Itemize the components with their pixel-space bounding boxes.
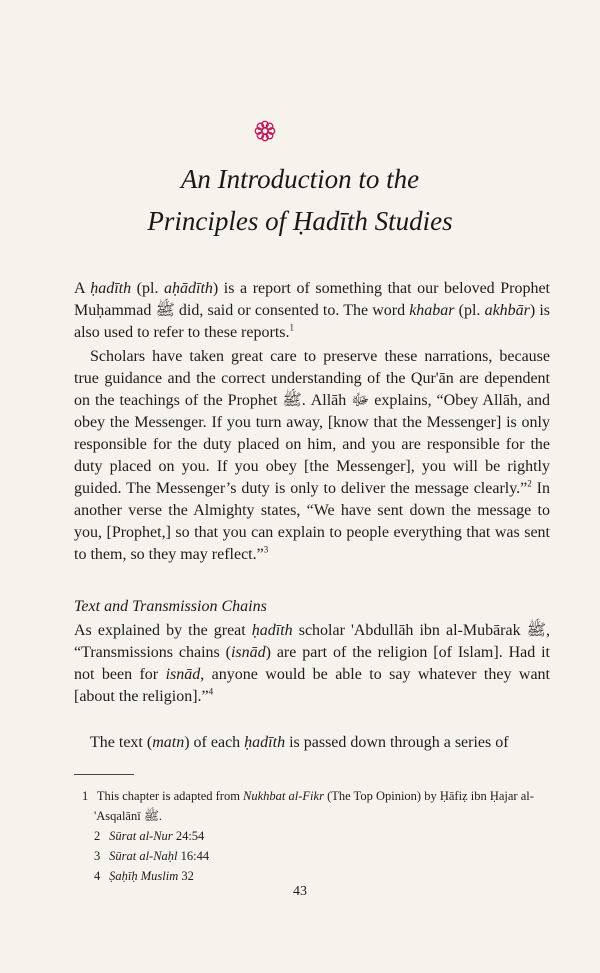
section-subheading: Text and Transmission Chains	[74, 598, 267, 615]
footnote-ref: 3	[263, 544, 269, 555]
paragraph-1: A ḥadīth (pl. aḥādīth) is a report of something that our beloved Prophet Muḥammad ﷺ did, said or consented to. The word khabar (pl. akhbār) is also used to refer to these reports.$^1$	[74, 280, 551, 341]
footnote-ref: 2	[527, 478, 532, 489]
footnotes	[74, 786, 550, 886]
chapter-title-line-2: Principles of Ḥadīth Studies	[147, 206, 453, 236]
paragraph-4: The text (matn) of each ḥadīth is passed down through a series of	[90, 734, 509, 751]
footnote-3: 3 Sūrat al-Naḥl 16:44	[94, 849, 210, 863]
footnote-ref: 4	[208, 686, 214, 697]
footnote-divider	[74, 774, 134, 775]
footnote-4: 4 Ṣaḥīḥ Muslim 32	[94, 869, 194, 883]
paragraph-2: Scholars have taken great care to preserve these narrations, because true guidance and the correct understanding of the Qur'ān are dependent on the teachings of the Prophet ﷺ. Allāh ﷻ explains, “Obey Allāh, and obey the Messenger. If you turn away, [know that the Messenger] is only responsible for the duty placed on him, and you are responsible for the duty placed on you. If you obey [the Messenger], you will be rightly guided. The Messenger’s duty is only to deliver the message clearly.”$^2$ In another verse the Almighty states, “We have sent down the message to you, [Prophet,] so that you can explain to people everything that was sent to them, so they may reflect.”$^3$	[74, 348, 551, 563]
paragraph-3: As explained by the great ḥadīth scholar 'Abdullāh ibn al-Mubārak ﷺ, “Transmissions chains (isnād) are part of the religion [of Islam]. Had it not been for isnād, anyone would be able to say whatever they want [about the religion].”$^4$	[74, 622, 551, 705]
footnote-ref: 1	[289, 322, 294, 333]
page-number: 43	[293, 884, 307, 899]
chapter-title-line-1: An Introduction to the	[180, 164, 420, 194]
footnote-2: 2 Sūrat al-Nur 24:54	[94, 829, 205, 843]
footnote-1: 1 This chapter is adapted from Nukhbat al-Fikr (The Top Opinion) by Ḥāfiẓ ibn Ḥajar al-'Asqalānī ﷺ.	[82, 789, 534, 823]
flower-ornament-icon	[252, 118, 278, 144]
